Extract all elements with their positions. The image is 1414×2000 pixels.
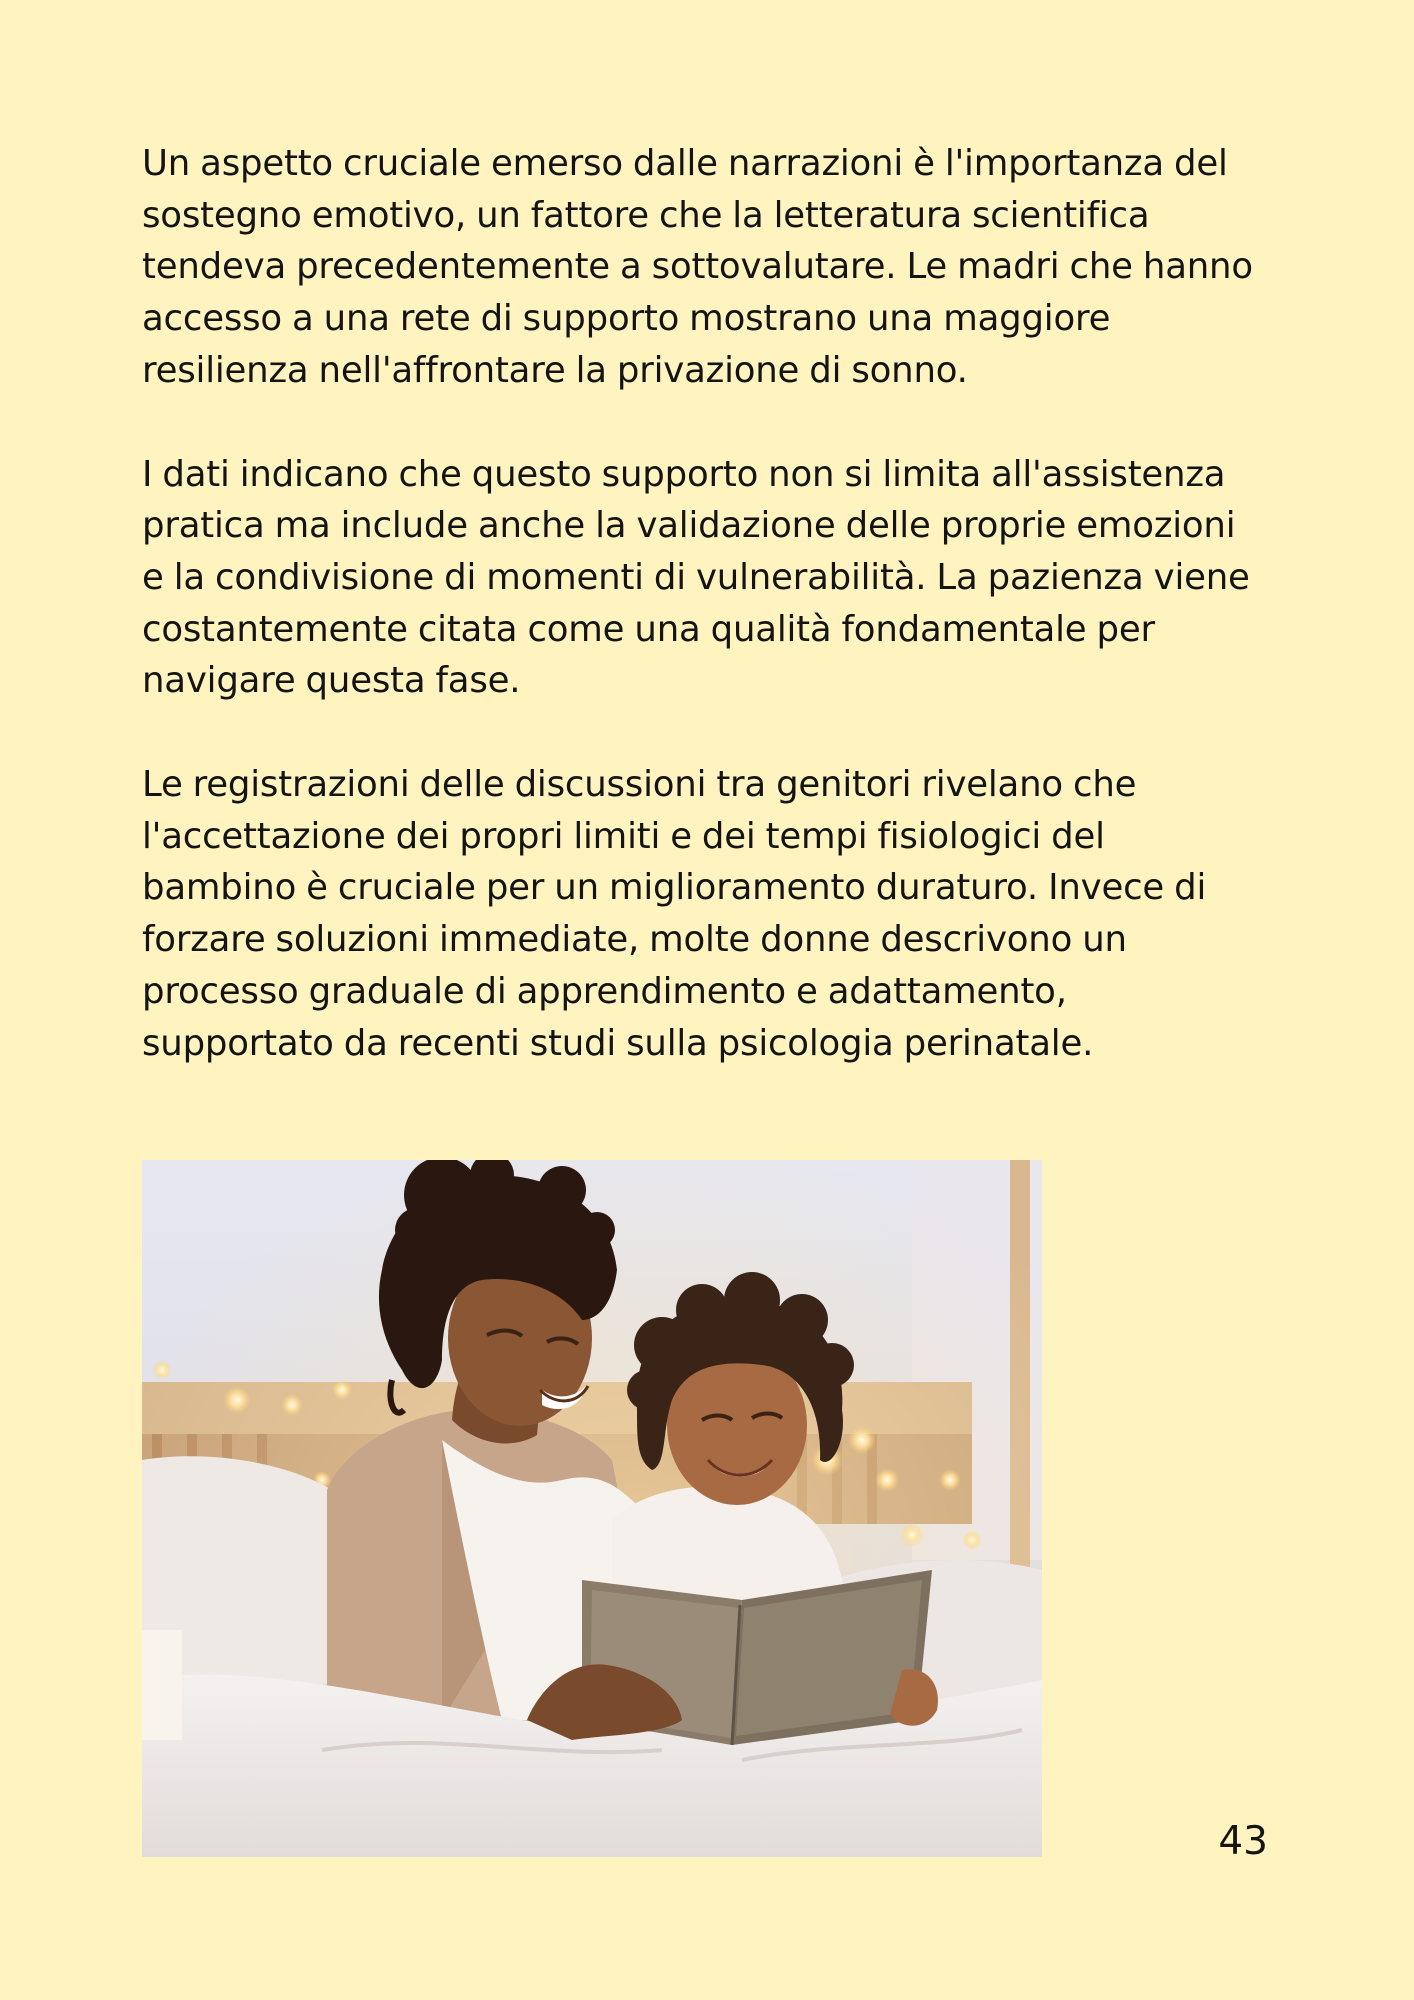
text-line: e la condivisione di momenti di vulnerabilità. La pazienza viene bbox=[142, 556, 1250, 598]
text-line: supportato da recenti studi sulla psicologia perinatale. bbox=[142, 1022, 1094, 1064]
text-line: forzare soluzioni immediate, molte donne descrivono un bbox=[142, 919, 1127, 961]
text-line: tendeva precedentemente a sottovalutare. Le madri che hanno bbox=[142, 246, 1253, 288]
text-line: bambino è cruciale per un miglioramento duraturo. Invece di bbox=[142, 867, 1207, 909]
text-line: Un aspetto cruciale emerso dalle narrazioni è l'importanza del bbox=[142, 143, 1228, 184]
paragraph-parent-discussions bbox=[142, 759, 1282, 1069]
text-line: sostegno emotivo, un fattore che la letteratura scientifica bbox=[142, 194, 1150, 236]
text-line: I dati indicano che questo supporto non si limita all'assistenza bbox=[142, 453, 1226, 495]
paragraph-emotional-support bbox=[142, 138, 1282, 397]
text-line: l'accettazione dei propri limiti e dei tempi fisiologici del bbox=[142, 815, 1105, 857]
mother-child-reading-photo bbox=[142, 1160, 1042, 1857]
text-line: navigare questa fase. bbox=[142, 660, 521, 702]
text-line: Le registrazioni delle discussioni tra genitori rivelano che bbox=[142, 764, 1137, 806]
paragraph-data-support bbox=[142, 449, 1282, 708]
text-line: processo graduale di apprendimento e adattamento, bbox=[142, 970, 1067, 1012]
page-number: 43 bbox=[1218, 1819, 1268, 1864]
text-line: accesso a una rete di supporto mostrano una maggiore bbox=[142, 298, 1111, 340]
text-line: pratica ma include anche la validazione delle proprie emozioni bbox=[142, 505, 1236, 547]
body-text bbox=[142, 138, 1282, 1121]
text-line: resilienza nell'affrontare la privazione di sonno. bbox=[142, 349, 968, 391]
text-line: costantemente citata come una qualità fondamentale per bbox=[142, 608, 1155, 650]
